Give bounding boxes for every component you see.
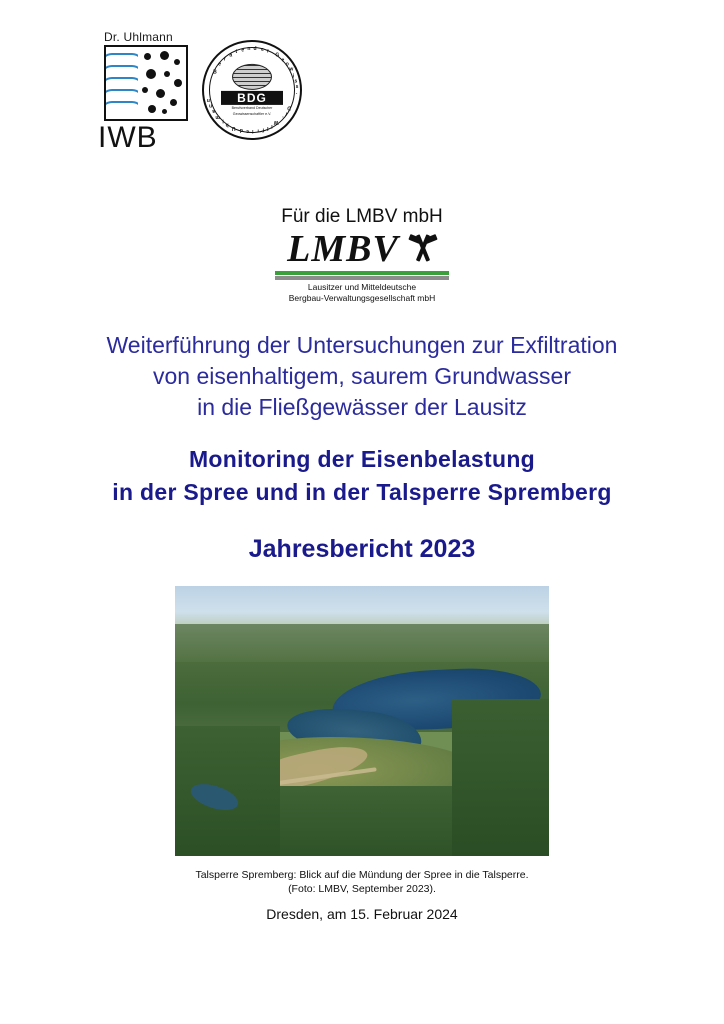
subtitle-line-2: in der Spree und in der Talsperre Spremberg [112,479,612,505]
report-type-label: Jahresbericht 2023 [248,535,476,563]
globe-icon [232,64,272,90]
bdg-ring-text: B e r a t e n d e r G e o w i s s . D r . W i l f r i e d U h l m a n n [206,46,299,134]
wave-pattern [106,47,138,119]
iwb-wordmark: IWB [98,121,158,154]
water-waves-and-dots-logo-icon [104,45,188,121]
crossed-hammers-icon [409,235,437,263]
title-line-3: in die Fließgewässer der Lausitz [197,394,527,420]
place-and-date: Dresden, am 15. Februar 2024 [266,906,458,922]
bdg-sub-line1: Berufsverband Deutscher [231,105,273,110]
dot-pattern [138,47,186,119]
photo-caption [175,862,549,896]
iwb-logo [96,30,194,153]
caption-line-1: Talsperre Spremberg: Blick auf die Mündung der Spree in die Talsperre. [195,869,529,881]
page-title [0,330,724,564]
bdg-sub-line2: Geowissenschaftler e.V. [232,111,272,116]
iwb-top-label: Dr. Uhlmann [104,30,173,44]
caption-line-2: (Foto: LMBV, September 2023). [288,883,436,895]
lmbv-subtitle-line1: Lausitzer und Mitteldeutsche [307,282,417,292]
aerial-photo-talsperre-spremberg [175,586,549,856]
lmbv-wordmark: LMBV [287,228,399,270]
lmbv-logo [275,230,449,304]
client-for-label: Für die LMBV mbH [281,206,443,227]
bdg-seal-icon [202,40,302,140]
subtitle-line-1: Monitoring der Eisenbelastung [188,446,536,472]
header-logo-group [96,30,302,153]
bdg-band-label: BDG [221,91,283,105]
client-logo-block [0,206,724,306]
title-line-2: von eisenhaltigem, saurem Grundwasser [152,363,572,389]
cover-photo-block [175,586,549,856]
lmbv-subtitle-line2: Bergbau-Verwaltungsgesellschaft mbH [288,293,436,303]
lmbv-color-bars [275,271,449,280]
title-line-1: Weiterführung der Untersuchungen zur Exfiltration [106,332,618,358]
